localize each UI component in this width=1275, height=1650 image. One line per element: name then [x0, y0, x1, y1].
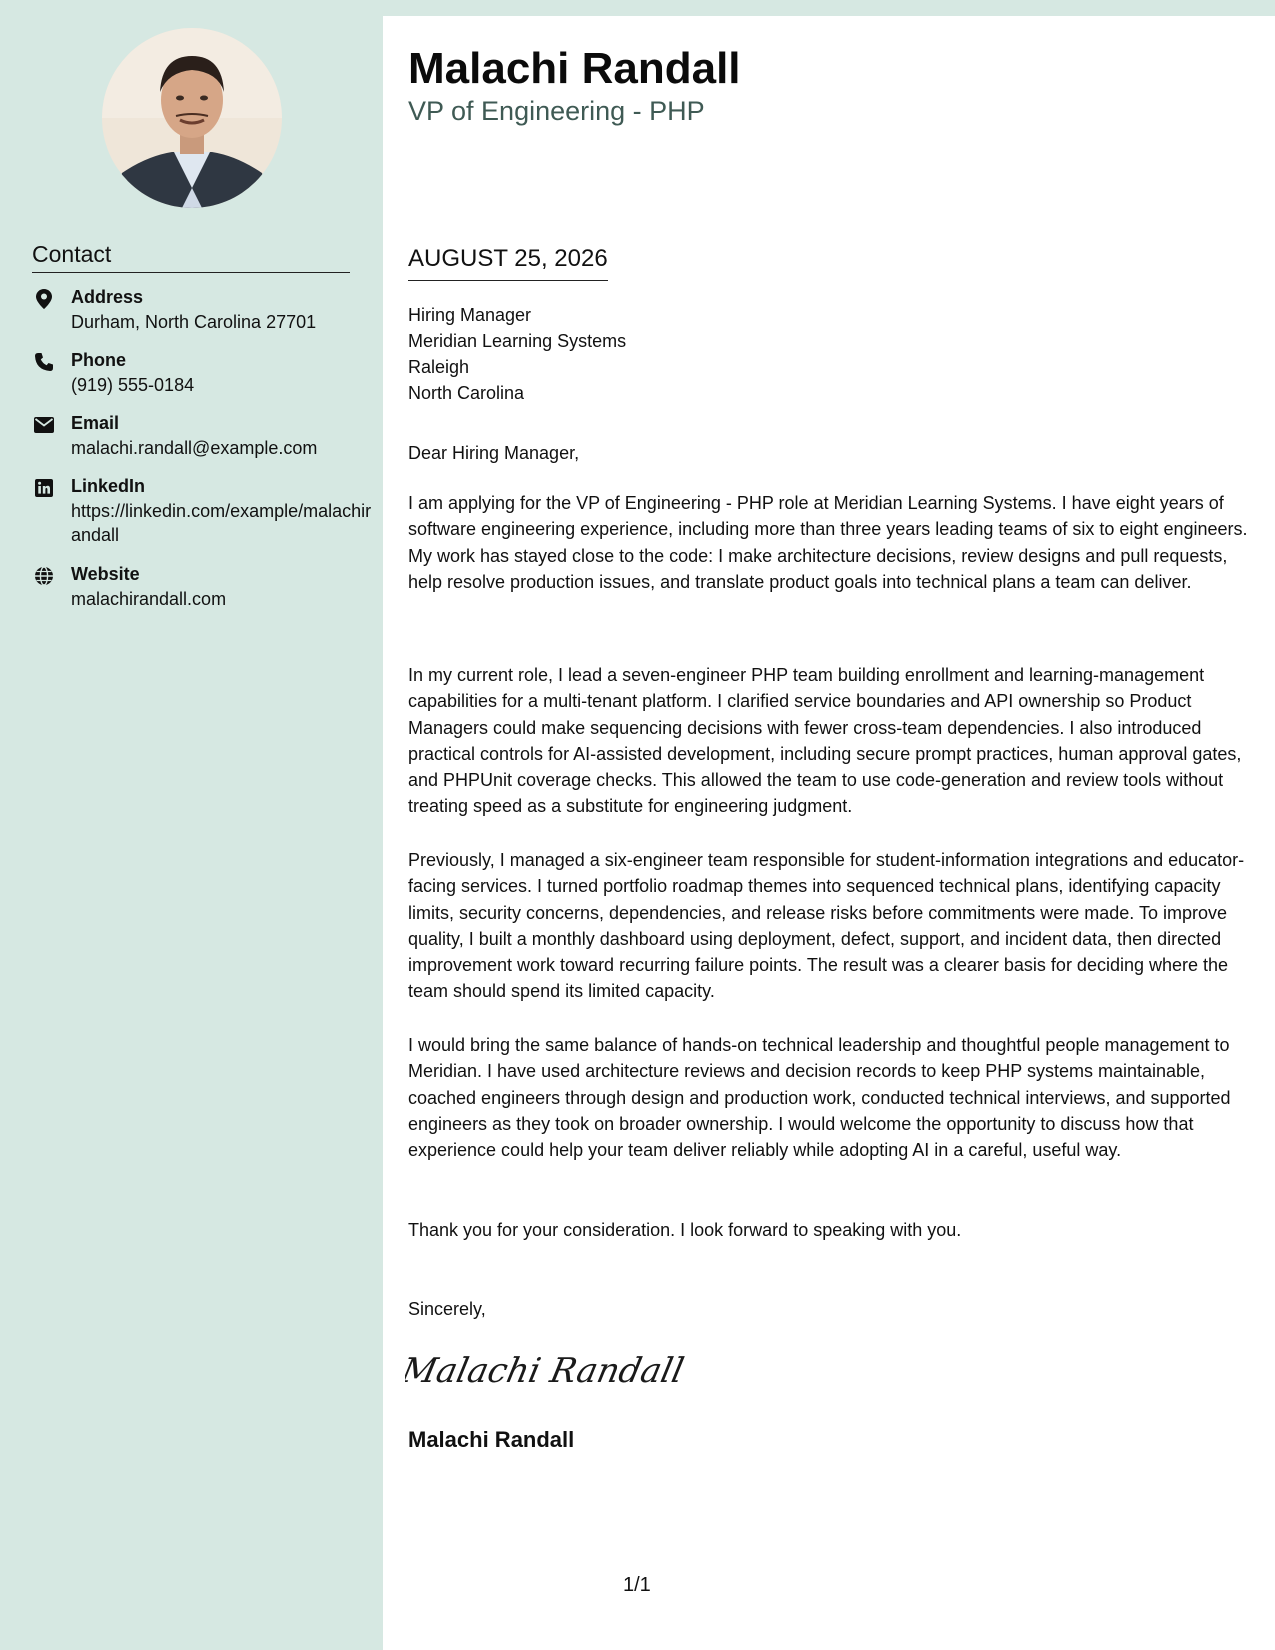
contact-label: Website — [71, 564, 140, 584]
body-paragraph: I would bring the same balance of hands-on technical leadership and thoughtful people management to Meridian. I have used architecture reviews and decision records to keep PHP systems maintainable, coached engineers through design and production work, conducted technical interviews, and supported engineers as they took on broader ownership. I would welcome the opportunity to discuss how that experience could help your team deliver reliably while adopting AI in a careful, useful way. — [408, 1035, 1231, 1161]
envelope-icon — [32, 413, 56, 437]
signature — [405, 1338, 695, 1398]
linkedin-link[interactable]: https://linkedin.com/example/malachirandall — [71, 501, 372, 545]
profile-photo — [102, 28, 282, 208]
signature-text: Malachi Randall — [405, 1351, 688, 1391]
job-title: VP of Engineering - PHP — [408, 96, 705, 126]
contact-value: Durham, North Carolina 27701 — [71, 312, 317, 332]
signed-name: Malachi Randall — [408, 1427, 575, 1452]
email-link[interactable]: malachi.randall@example.com — [71, 438, 318, 458]
body-paragraph: I am applying for the VP of Engineering - PHP role at Meridian Learning Systems. I have eight years of software engineering experience, including more than three years leading teams of six to eight engineers. My work has stayed close to the code: I make architecture decisions, review designs and pull requests, help resolve production issues, and translate product goals into technical plans a team can deliver. — [408, 493, 1248, 592]
body-paragraph: Thank you for your consideration. I look forward to speaking with you. — [408, 1220, 962, 1240]
body-paragraph: In my current role, I lead a seven-engineer PHP team building enrollment and learning-management capabilities for a multi-tenant platform. I clarified service boundaries and API ownership so Product Managers could make sequencing decisions with fewer cross-team dependencies. I also introduced practical controls for AI-assisted development, including secure prompt practices, human approval gates, and PHPUnit coverage checks. This allowed the team to use code-generation and review tools without treating speed as a substitute for engineering judgment. — [408, 665, 1242, 817]
contact-label: LinkedIn — [71, 476, 146, 496]
recipient-block — [408, 302, 626, 406]
applicant-name: Malachi Randall — [408, 44, 741, 93]
phone-icon — [32, 350, 56, 374]
recipient-line: Hiring Manager — [408, 305, 532, 325]
recipient-line: Meridian Learning Systems — [408, 331, 627, 351]
salutation: Dear Hiring Manager, — [408, 443, 580, 463]
contact-label: Address — [71, 287, 144, 307]
recipient-line: North Carolina — [408, 383, 525, 403]
recipient-line: Raleigh — [408, 357, 470, 377]
letter-date: AUGUST 25, 2026 — [408, 244, 608, 281]
linkedin-icon — [32, 476, 56, 500]
sidebar — [0, 0, 383, 1650]
closing: Sincerely, — [408, 1299, 486, 1319]
contact-heading: Contact — [32, 240, 350, 273]
contact-label: Email — [71, 413, 120, 433]
website-link[interactable]: malachirandall.com — [71, 589, 227, 609]
letter-body — [383, 16, 1275, 1650]
globe-icon — [32, 564, 56, 588]
page-number: 1/1 — [623, 1574, 651, 1596]
map-pin-icon — [32, 287, 56, 311]
contact-value: (919) 555-0184 — [71, 375, 195, 395]
contact-label: Phone — [71, 350, 127, 370]
body-paragraph: Previously, I managed a six-engineer team responsible for student-information integrations and educator-facing services. I turned portfolio roadmap themes into sequenced technical plans, identifying capacity limits, security concerns, dependencies, and release risks before commitments were made. To improve quality, I built a monthly dashboard using deployment, defect, support, and incident data, then directed improvement work toward recurring failure points. The result was a clearer basis for deciding where the team should spend its limited capacity. — [408, 850, 1245, 1002]
